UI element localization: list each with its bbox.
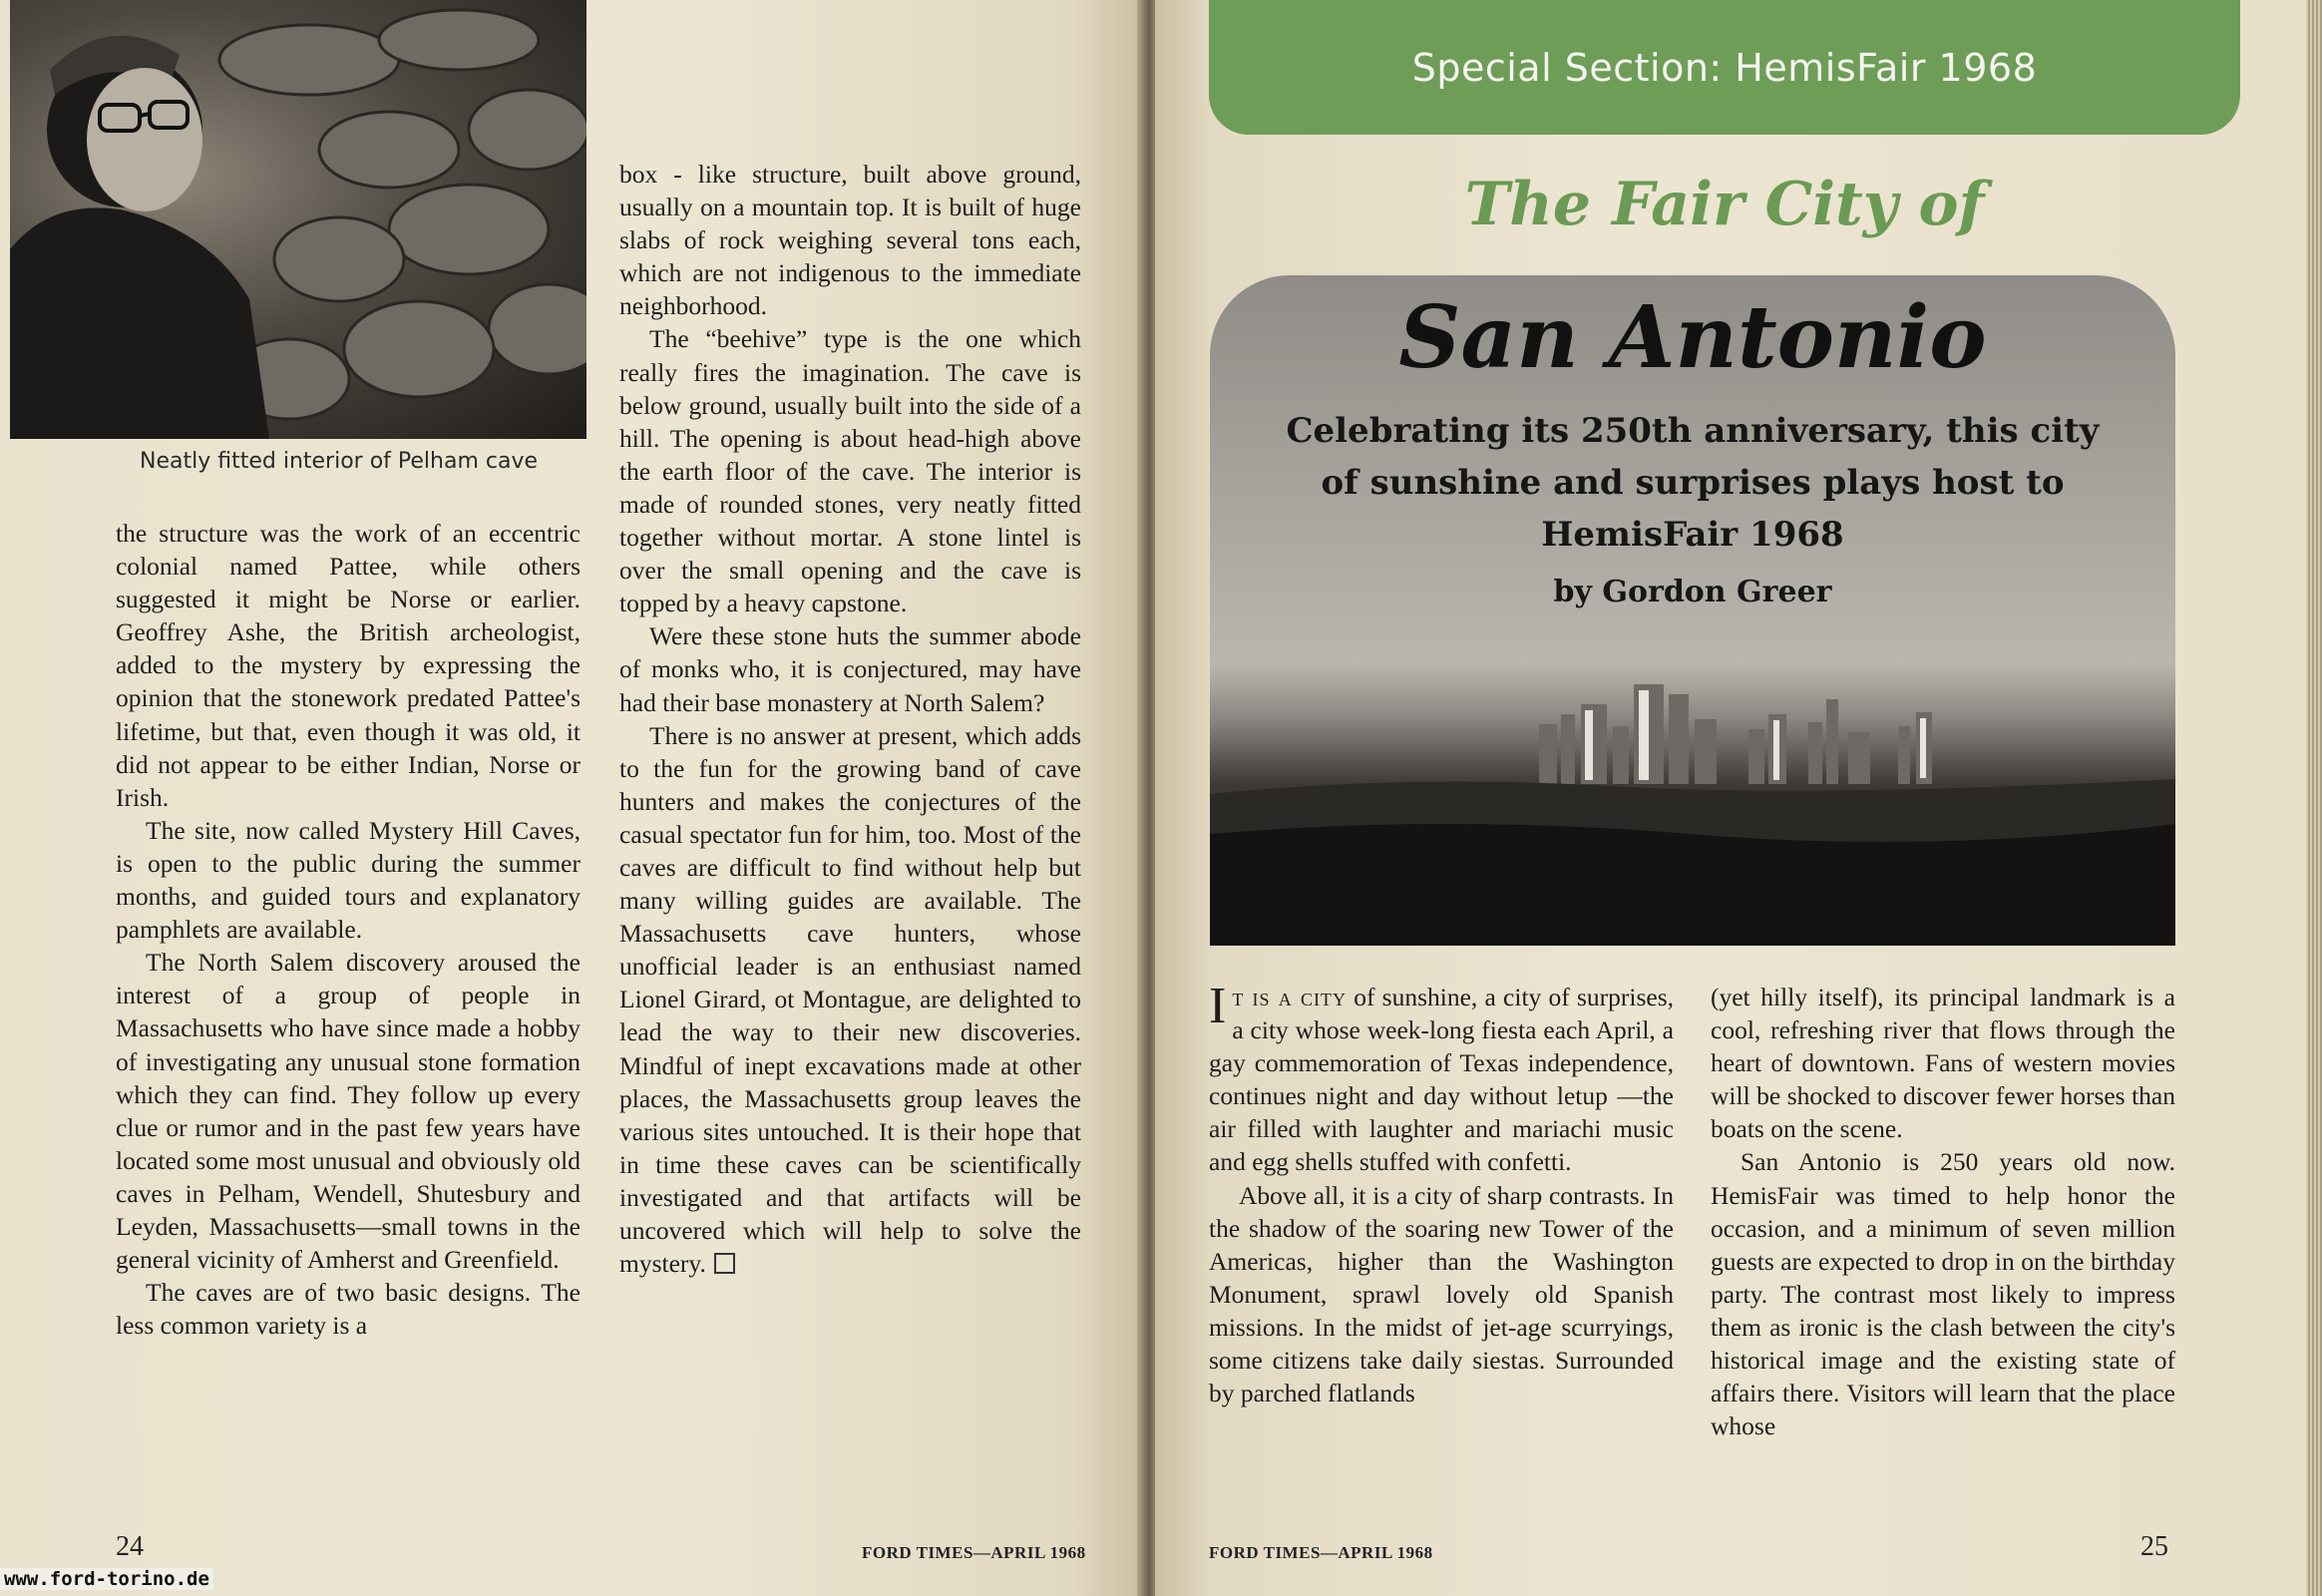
paragraph: The caves are of two basic designs. The less common variety is a xyxy=(116,1278,580,1341)
title-line-1: The Fair City of xyxy=(1464,170,1985,239)
end-of-article-icon xyxy=(714,1253,735,1274)
page-number-right: 25 xyxy=(2140,1531,2168,1562)
left-column-1 xyxy=(116,517,580,1342)
subheadline: Celebrating its 250th anniversary, this city of sunshine and surprises plays host to HemisFair 1968 xyxy=(1286,411,2100,555)
right-column-2 xyxy=(1711,981,2175,1442)
page-edge xyxy=(2306,0,2322,1596)
lead-paragraph xyxy=(1209,978,1674,1179)
left-column-2 xyxy=(619,158,1081,1280)
paragraph: (yet hilly itself), its principal landmark is a cool, refreshing river that flows through the heart of downtown. Fans of western movies will be shocked to discover fewer horses than boats on the scene. xyxy=(1711,983,2175,1144)
paragraph-text: of sunshine, a city of surprises, a city whose week-long fiesta each April, a gay commemoration of Texas independence, continues night and day without letup —the air filled with laughter and mariachi music and egg shells stuffed with confetti. xyxy=(1209,983,1674,1177)
paragraph-text: There is no answer at present, which adds to the fun for the growing band of cave hunters and makes the conjectures of the casual spectator fun for him, too. Most of the caves are difficult to find without help but many willing guides are available. The Massachusetts cave hunters, whose unofficial leader is an enthusiast named Lionel Girard, ot Montague, are delighted to lead the way to their new discoveries. Mindful of inept excavations made at other places, the Massachusetts group leaves the various sites untouched. It is their hope that in time these caves can be scientifically investigated and that artifacts will be uncovered which will help to solve the mystery. xyxy=(619,720,1081,1279)
banner-text: Special Section: HemisFair 1968 xyxy=(1411,45,2038,90)
title-line-2: San Antonio xyxy=(1398,287,1987,388)
paragraph: the structure was the work of an eccentric colonial named Pattee, while others suggested it might be Norse or earlier. Geoffrey Ashe, the British archeologist, added to the mystery by expressing the opinion that the stonework predated Pattee's lifetime, but that, even though it was old, it did not appear to be either Indian, Norse or Irish. xyxy=(116,519,580,812)
paragraph: Were these stone huts the summer abode of monks who, it is conjectured, may have had their base monastery at North Salem? xyxy=(619,621,1081,717)
paragraph: box - like structure, built above ground, usually on a mountain top. It is built of huge slabs of rock weighing several tons each, which are not indigenous to the immediate neighborhood. xyxy=(619,160,1081,321)
paragraph: The site, now called Mystery Hill Caves, is open to the public during the summer months, and guided tours and explanatory pamphlets are available. xyxy=(116,815,580,945)
paragraph: The North Salem discovery aroused the interest of a group of people in Massachusetts who have since made a hobby of investigating any unusual stone formation which they can find. They follow up every clue or rumor and in the past few years have located some most unusual and obviously old caves in Pelham, Wendell, Shutesbury and Leyden, Massachusetts—small towns in the general vicinity of Amherst and Greenfield. xyxy=(116,948,580,1275)
footer-left: FORD TIMES—APRIL 1968 xyxy=(862,1543,1086,1562)
paragraph: The “beehive” type is the one which really fires the imagination. The cave is below ground, usually built into the side of a hill. The opening is about head-high above the earth floor of the cave. The interior is made of rounded stones, very neatly fitted together without mortar. A stone lintel is over the small opening and the cave is topped by a heavy capstone. xyxy=(619,324,1081,618)
paragraph: San Antonio is 250 years old now. HemisFair was timed to help honor the occasion, and a minimum of seven million guests are expected to drop in on the birthday party. The contrast most likely to impress them as ironic is the clash between the city's historical image and the existing state of affairs there. Visitors will learn that the place whose xyxy=(1711,1147,2175,1441)
watermark: www.ford-torino.de xyxy=(0,1568,213,1590)
paragraph xyxy=(619,719,1081,1281)
paragraph: Above all, it is a city of sharp contrasts. In the shadow of the soaring new Tower of the Americas, higher than the Washington Monument, sprawl lovely old Spanish missions. In the midst of jet-age scurryings, some citizens take daily siestas. Surrounded by parched flatlands xyxy=(1209,1180,1674,1408)
footer-right: FORD TIMES—APRIL 1968 xyxy=(1209,1543,1433,1562)
photo-caption: Neatly fitted interior of Pelham cave xyxy=(140,449,539,474)
pelham-cave-photo xyxy=(10,0,586,439)
section-banner xyxy=(1209,0,2240,135)
byline: by Gordon Greer xyxy=(1553,575,1832,609)
right-column-1 xyxy=(1209,978,1674,1409)
drop-cap: I xyxy=(1209,978,1227,1034)
skyline-photo xyxy=(1210,275,2175,946)
page-number-left: 24 xyxy=(116,1531,144,1562)
lead-small-caps: t is a city xyxy=(1232,983,1347,1011)
